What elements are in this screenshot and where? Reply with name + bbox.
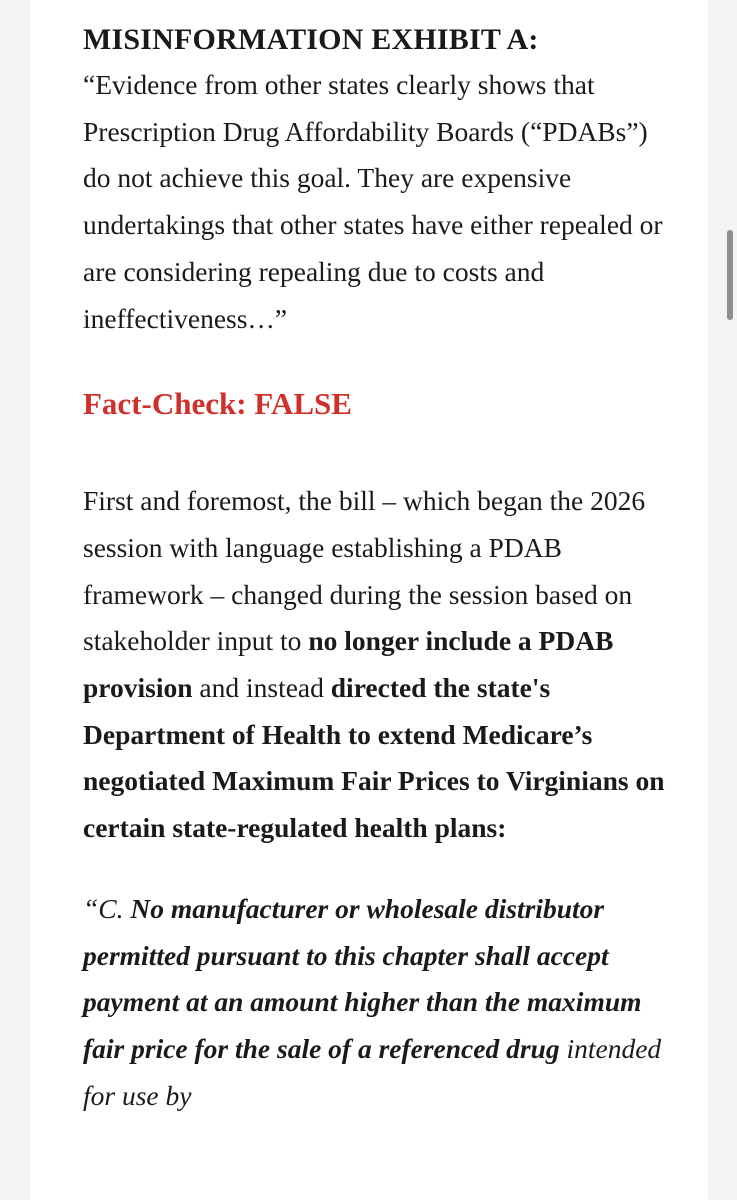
- body-paragraph: [83, 478, 673, 852]
- body-text-1: First and foremost, the bill – which began the 2026 session with language establishing a PDAB framework – changed during the session based on stakeholder input to: [83, 485, 646, 657]
- body-bold-1: no longer include a PDAB provision: [83, 625, 614, 704]
- document-page: [30, 0, 708, 1200]
- body-text-2: and instead: [192, 672, 331, 704]
- misinformation-quote: “Evidence from other states clearly shows that Prescription Drug Affordability Boards (“PDABs”) do not achieve this goal. They are expensive undertakings that other states have either repealed or are considering repealing due to costs and ineffectiveness…”: [83, 69, 663, 334]
- body-bold-2: directed the state's Department of Health to extend Medicare’s negotiated Maximum Fair Prices to Virginians on certain state-regulated health plans:: [83, 672, 665, 844]
- statute-rest: intended for use by: [83, 1032, 662, 1111]
- exhibit-heading: MISINFORMATION EXHIBIT A:: [83, 23, 539, 56]
- fact-check-label: Fact-Check: FALSE: [83, 386, 352, 422]
- article-content: [83, 18, 673, 1119]
- statute-quote: [83, 886, 673, 1120]
- statute-bold: No manufacturer or wholesale distributor permitted pursuant to this chapter shall accept payment at an amount higher than the maximum fair price for the sale of a referenced drug: [83, 892, 642, 1064]
- statute-open: “C.: [83, 892, 131, 924]
- scrollbar-thumb[interactable]: [727, 230, 733, 320]
